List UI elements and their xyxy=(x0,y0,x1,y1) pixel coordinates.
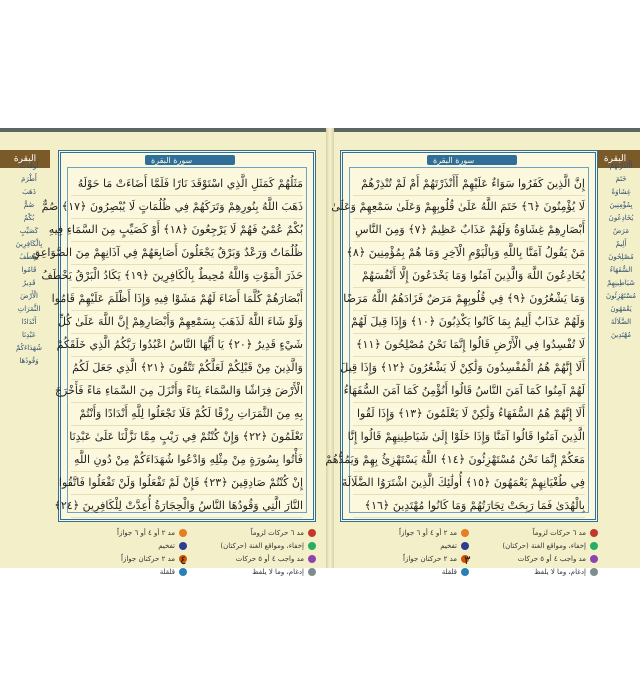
legend-color-dot xyxy=(590,529,598,537)
legend-color-dot xyxy=(590,568,598,576)
margin-note: أَطْرَمَ xyxy=(21,175,37,183)
legend-item xyxy=(187,565,316,578)
legend-item xyxy=(469,539,598,552)
legend-label: تفخيم xyxy=(440,541,457,550)
verse-line: الْأَرْضَ فِرَاشًا وَالسَّمَاءَ بِنَاءً وَأَنْزَلَ مِنَ السَّمَاءِ مَاءً فَأَخْرَجَ xyxy=(71,380,303,403)
margin-note: مَرَضٌ xyxy=(612,227,630,235)
verse-line: ظُلُمَاتٌ وَرَعْدٌ وَبَرْقٌ يَجْعَلُونَ أَصَابِعَهُمْ فِي آذَانِهِمْ مِنَ الصَّوَاعِقِ xyxy=(71,242,303,265)
verse-line: لَا يُؤْمِنُونَ ﴿٦﴾ خَتَمَ اللَّهُ عَلَىٰ قُلُوبِهِمْ وَعَلَىٰ سَمْعِهِمْ وَعَلَىٰ xyxy=(353,196,585,219)
margin-note: مُسْتَهْزِئُونَ xyxy=(606,292,636,300)
page-number-right: ٣ xyxy=(464,553,471,567)
margin-note: شَيَاطِينِهِمْ xyxy=(607,279,635,287)
legend-color-dot xyxy=(308,555,316,563)
margin-note: الثَّمَرَاتِ xyxy=(17,305,41,313)
legend-label: مد ٢ حركتان جوازاً xyxy=(403,554,457,563)
legend-item xyxy=(469,565,598,578)
tajweed-legend-left xyxy=(58,526,316,576)
verse-line: وَلَوْ شَاءَ اللَّهُ لَذَهَبَ بِسَمْعِهِمْ وَأَبْصَارِهِمْ إِنَّ اللَّهَ عَلَىٰ كُلِّ xyxy=(71,311,303,334)
margin-note: أَلِيمٌ xyxy=(615,240,627,248)
verse-line: أَلَا إِنَّهُمْ هُمُ الْمُفْسِدُونَ وَلَٰكِنْ لَا يَشْعُرُونَ ﴿١٢﴾ وَإِذَا قِيلَ xyxy=(353,357,585,380)
legend-item xyxy=(340,552,469,565)
margin-note: مُهْتَدِينَ xyxy=(610,331,632,339)
page-left xyxy=(31,150,316,522)
margin-note: قَامُوا xyxy=(21,266,37,274)
verse-line: مَثَلُهُمْ كَمَثَلِ الَّذِي اسْتَوْقَدَ نَارًا فَلَمَّا أَضَاءَتْ مَا حَوْلَهُ xyxy=(71,173,303,196)
legend-color-dot xyxy=(308,529,316,537)
legend-label: قلقلة xyxy=(159,567,175,576)
legend-label: قلقلة xyxy=(441,567,457,576)
legend-label: مد ٢ أو ٤ أو ٦ جوازاً xyxy=(117,528,175,537)
verse-line: النَّارَ الَّتِي وَقُودُهَا النَّاسُ وَالْحِجَارَةُ أُعِدَّتْ لِلْكَافِرِينَ ﴿٢٤﴾ xyxy=(71,495,303,518)
verse-line: الَّذِينَ آمَنُوا قَالُوا آمَنَّا وَإِذَا خَلَوْا إِلَىٰ شَيَاطِينِهِمْ قَالُوا إِنَّا xyxy=(353,426,585,449)
margin-note: يَخْطَفُ xyxy=(19,253,39,261)
book-spine xyxy=(326,128,334,568)
legend-label: مد ٢ حركتان جوازاً xyxy=(121,554,175,563)
legend-label: مد ٦ حركات لزوماً xyxy=(250,528,304,537)
surah-tab-right: البقرة xyxy=(590,150,640,168)
legend-label: إدغام، وما لا يلفظ xyxy=(534,567,586,576)
verse-line: وَمَا يَشْعُرُونَ ﴿٩﴾ فِي قُلُوبِهِمْ مَرَضٌ فَزَادَهُمُ اللَّهُ مَرَضًا xyxy=(353,288,585,311)
legend-label: مد واجب ٤ أو ٥ حركات xyxy=(235,554,304,563)
margin-note: يَعْمَهُونَ xyxy=(610,305,632,313)
margin-note: كَصَيِّبٍ xyxy=(19,227,39,235)
verse-line: إِنَّ الَّذِينَ كَفَرُوا سَوَاءٌ عَلَيْهِمْ أَأَنْذَرْتَهُمْ أَمْ لَمْ تُنْذِرْهُمْ xyxy=(353,173,585,196)
verse-line: أَلَا إِنَّهُمْ هُمُ السُّفَهَاءُ وَلَٰكِنْ لَا يَعْلَمُونَ ﴿١٣﴾ وَإِذَا لَقُوا xyxy=(353,403,585,426)
legend-color-dot xyxy=(179,529,187,537)
tajweed-legend-right xyxy=(340,526,598,576)
verse-line: يُخَادِعُونَ اللَّهَ وَالَّذِينَ آمَنُوا وَمَا يَخْدَعُونَ إِلَّا أَنْفُسَهُمْ xyxy=(353,265,585,288)
verse-line: ذَهَبَ اللَّهُ بِنُورِهِمْ وَتَرَكَهُمْ فِي ظُلُمَاتٍ لَا يُبْصِرُونَ ﴿١٧﴾ صُمٌّ xyxy=(71,196,303,219)
legend-item xyxy=(187,539,316,552)
margin-note: مُصْلِحُونَ xyxy=(608,253,634,261)
page-frame xyxy=(31,150,316,522)
verse-line: لَهُمْ آمِنُوا كَمَا آمَنَ النَّاسُ قَالُوا أَنُؤْمِنُ كَمَا آمَنَ السُّفَهَاءُ xyxy=(353,380,585,403)
margin-note: غِشَاوَةٌ xyxy=(611,188,631,196)
book-top-edge xyxy=(0,128,640,132)
margin-note: ذَهَبَ xyxy=(22,188,36,196)
legend-label: مد ٦ حركات لزوماً xyxy=(532,528,586,537)
margin-note: صُمٌّ xyxy=(23,201,35,209)
margin-note: شُهَدَاءَكُمْ xyxy=(16,344,42,352)
margin-notes-right xyxy=(598,160,644,342)
legend-item xyxy=(469,526,598,539)
margin-note: يُخَادِعُونَ xyxy=(608,214,634,222)
margin-note: أَأَنْذَرْتَهُمْ xyxy=(609,162,633,170)
surah-header-label: سورة البقرة xyxy=(433,156,475,165)
verse-line: بِالْهُدَىٰ فَمَا رَبِحَتْ تِجَارَتُهُمْ وَمَا كَانُوا مُهْتَدِينَ ﴿١٦﴾ xyxy=(353,495,585,518)
margin-note: بِالْكَافِرِينَ xyxy=(15,240,43,248)
surah-tab-left: البقرة xyxy=(0,150,50,168)
verse-line: مَنْ يَقُولُ آمَنَّا بِاللَّهِ وَبِالْيَوْمِ الْآخِرِ وَمَا هُمْ بِمُؤْمِنِينَ ﴿٨﴾ xyxy=(353,242,585,265)
legend-item xyxy=(187,552,316,565)
verse-line: وَالَّذِينَ مِنْ قَبْلِكُمْ لَعَلَّكُمْ تَتَّقُونَ ﴿٢١﴾ الَّذِي جَعَلَ لَكُمُ xyxy=(71,357,303,380)
legend-item xyxy=(469,552,598,565)
legend-item xyxy=(58,526,187,539)
margin-note: بُكْمٌ xyxy=(23,214,35,222)
verse-line: بُكْمٌ عُمْيٌ فَهُمْ لَا يَرْجِعُونَ ﴿١٨﴾ أَوْ كَصَيِّبٍ مِنَ السَّمَاءِ فِيهِ xyxy=(71,219,303,242)
verse-line: شَيْءٍ قَدِيرٌ ﴿٢٠﴾ يَا أَيُّهَا النَّاسُ اعْبُدُوا رَبَّكُمُ الَّذِي خَلَقَكُمْ xyxy=(71,334,303,357)
margin-note: وَقُودُهَا xyxy=(19,357,39,365)
legend-label: إخفاء، ومواقع الغنة (حركتان) xyxy=(220,541,304,550)
legend-item xyxy=(58,565,187,578)
page-number-left: ٤ xyxy=(180,553,187,567)
verse-line: تَعْلَمُونَ ﴿٢٢﴾ وَإِنْ كُنْتُمْ فِي رَيْبٍ مِمَّا نَزَّلْنَا عَلَىٰ عَبْدِنَا xyxy=(71,426,303,449)
margin-note: قَدِيرٌ xyxy=(22,279,36,287)
legend-color-dot xyxy=(179,542,187,550)
margin-note: أَنْدَادًا xyxy=(21,318,37,326)
legend-item xyxy=(58,552,187,565)
margin-note: عَبْدِنَا xyxy=(21,331,37,339)
page-frame xyxy=(325,150,598,522)
verse-lines xyxy=(31,173,303,512)
legend-item xyxy=(340,565,469,578)
legend-label: تفخيم xyxy=(158,541,175,550)
legend-color-dot xyxy=(308,542,316,550)
verse-line: فِي طُغْيَانِهِمْ يَعْمَهُونَ ﴿١٥﴾ أُولَٰئِكَ الَّذِينَ اشْتَرَوُا الضَّلَالَةَ xyxy=(353,472,585,495)
margin-note: الْأَرْضَ xyxy=(20,292,38,300)
legend-item xyxy=(340,539,469,552)
legend-item xyxy=(340,526,469,539)
verse-line: وَلَهُمْ عَذَابٌ أَلِيمٌ بِمَا كَانُوا يَكْذِبُونَ ﴿١٠﴾ وَإِذَا قِيلَ لَهُمْ xyxy=(353,311,585,334)
verse-line: أَبْصَارَهُمْ كُلَّمَا أَضَاءَ لَهُمْ مَشَوْا فِيهِ وَإِذَا أَظْلَمَ عَلَيْهِمْ قَامُوا xyxy=(71,288,303,311)
page-right xyxy=(325,150,598,522)
surah-header-label: سورة البقرة xyxy=(151,156,193,165)
legend-color-dot xyxy=(590,542,598,550)
legend-label: مد واجب ٤ أو ٥ حركات xyxy=(517,554,586,563)
legend-color-dot xyxy=(308,568,316,576)
legend-item xyxy=(187,526,316,539)
surah-header-banner xyxy=(427,155,517,165)
verse-line: أَبْصَارِهِمْ غِشَاوَةٌ وَلَهُمْ عَذَابٌ عَظِيمٌ ﴿٧﴾ وَمِنَ النَّاسِ xyxy=(353,219,585,242)
verse-line: مَعَكُمْ إِنَّمَا نَحْنُ مُسْتَهْزِئُونَ ﴿١٤﴾ اللَّهُ يَسْتَهْزِئُ بِهِمْ وَيَمُدُّهُمْ xyxy=(353,449,585,472)
margin-note: بِمُؤْمِنِينَ xyxy=(609,201,633,209)
legend-color-dot xyxy=(179,568,187,576)
legend-color-dot xyxy=(461,542,469,550)
legend-item xyxy=(58,539,187,552)
verse-line: لَا تُفْسِدُوا فِي الْأَرْضِ قَالُوا إِنَّمَا نَحْنُ مُصْلِحُونَ ﴿١١﴾ xyxy=(353,334,585,357)
legend-label: مد ٢ أو ٤ أو ٦ جوازاً xyxy=(399,528,457,537)
surah-header-banner xyxy=(145,155,235,165)
verse-line: حَذَرَ الْمَوْتِ وَاللَّهُ مُحِيطٌ بِالْكَافِرِينَ ﴿١٩﴾ يَكَادُ الْبَرْقُ يَخْطَفُ xyxy=(71,265,303,288)
verse-line: فَأْتُوا بِسُورَةٍ مِنْ مِثْلِهِ وَادْعُوا شُهَدَاءَكُمْ مِنْ دُونِ اللَّهِ xyxy=(71,449,303,472)
legend-label: إخفاء، ومواقع الغنة (حركتان) xyxy=(502,541,586,550)
verse-line: إِنْ كُنْتُمْ صَادِقِينَ ﴿٢٣﴾ فَإِنْ لَمْ تَفْعَلُوا وَلَنْ تَفْعَلُوا فَاتَّقُوا xyxy=(71,472,303,495)
margin-note: السُّفَهَاءُ xyxy=(609,266,633,274)
legend-color-dot xyxy=(590,555,598,563)
margin-note: الضَّلَالَةَ xyxy=(610,318,632,326)
legend-color-dot xyxy=(461,529,469,537)
margin-notes-left xyxy=(6,160,52,368)
margin-note: خَتَمَ xyxy=(615,175,627,183)
legend-label: إدغام، وما لا يلفظ xyxy=(252,567,304,576)
legend-color-dot xyxy=(461,568,469,576)
margin-note: أُوقَدَتْ xyxy=(19,162,39,170)
verse-lines xyxy=(325,173,585,512)
verse-line: بِهِ مِنَ الثَّمَرَاتِ رِزْقًا لَكُمْ فَلَا تَجْعَلُوا لِلَّهِ أَنْدَادًا وَأَنْتُمْ xyxy=(71,403,303,426)
